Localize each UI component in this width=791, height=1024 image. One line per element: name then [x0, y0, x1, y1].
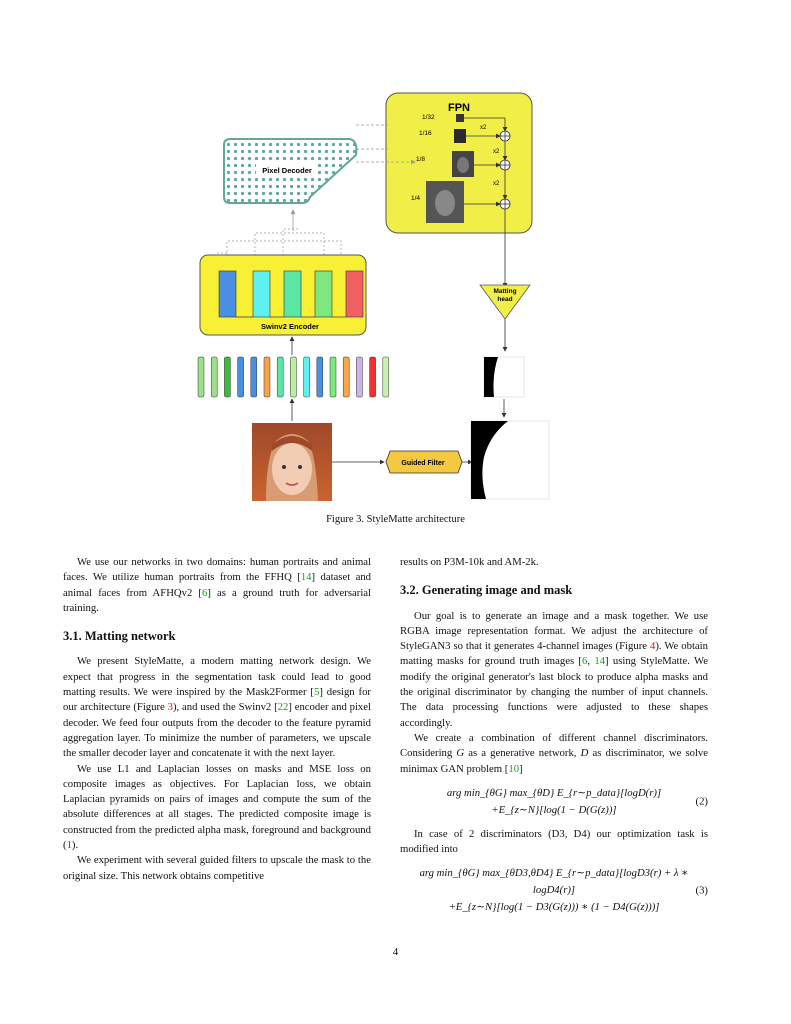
- pixel-decoder-label: Pixel Decoder: [262, 166, 312, 175]
- patch-token: [370, 357, 376, 397]
- low-res-alpha-mask: [484, 357, 524, 397]
- patch-token: [198, 357, 204, 397]
- patch-token: [211, 357, 217, 397]
- fpn-scale-1-32: 1/32: [422, 114, 435, 121]
- fpn-scale-1-16: 1/16: [419, 130, 432, 137]
- page-number: 4: [392, 946, 399, 958]
- fpn-x2-label: x2: [493, 181, 500, 187]
- patch-token: [277, 357, 283, 397]
- equation-3-line-2: +E_{z∼N}[log(1 − D3(G(z))) ∗ (1 − D4(G(z)))]: [448, 901, 660, 914]
- matting-paragraph-1: We present StyleMatte, a modern matting network design. We expect that progress in the segmentation task could lead to good matting results. We were inspired by the Mask2Former [5] design for our architecture (Figure 3), and used the Swinv2 [22] encoder and pixel decoder. We feed four outputs from the decoder to the feature pyramid aggregation layer. To minimize the number of parameters, we upscale the smaller decoder layer and concatenate it with the next layer.: [63, 655, 371, 760]
- patch-token: [290, 357, 296, 397]
- fpn-x2-label: x2: [480, 125, 487, 131]
- high-res-alpha-mask: [471, 421, 549, 499]
- fpn-title: FPN: [448, 102, 470, 114]
- equation-2-line-1: arg min_{θG} max_{θD} E_{r∼p_data}[logD(r)]: [446, 786, 662, 799]
- matting-head-label-1: Matting: [493, 288, 517, 295]
- encoder-stage: [253, 271, 270, 317]
- fpn-scale-1-4: 1/4: [411, 195, 421, 202]
- swinv2-encoder: [200, 255, 366, 335]
- guided-filter-label: Guided Filter: [401, 460, 445, 467]
- encoder-stage: [284, 271, 301, 317]
- pixel-decoder: [224, 139, 356, 203]
- encoder-stage: [219, 271, 236, 317]
- patch-token: [356, 357, 362, 397]
- patch-token: [251, 357, 257, 397]
- generation-paragraph-3: In case of 2 discriminators (D3, D4) our optimization task is modified into: [400, 827, 708, 856]
- equation-2: [400, 785, 708, 819]
- fpn-scale-1-8: 1/8: [416, 156, 426, 163]
- input-portrait: [252, 423, 332, 501]
- generation-paragraph-1: Our goal is to generate an image and a mask together. We use RGBA image representation format. We adjust the architecture of StyleGAN3 so that it generates 4-channel images (Figure 4). We obtain matting masks for ground truth images [6, 14] using StyleMatte. We modify the original generator's last block to produce alpha masks and the original discriminator by changing the number of input channels. The data processing functions were adjusted to these shapes accordingly.: [400, 609, 708, 729]
- patch-token: [330, 357, 336, 397]
- feature-map-1-32: [456, 114, 464, 122]
- patch-token: [343, 357, 349, 397]
- matting-head: [480, 285, 530, 319]
- feature-map-1-16: [454, 129, 466, 143]
- section-heading-3-2: 3.2. Generating image and mask: [400, 583, 573, 598]
- generation-paragraph-2: We create a combination of different channel discriminators. Considering G as a generative network, D as discriminator, we solve minimax GAN problem [10]: [400, 731, 709, 775]
- patch-token: [224, 357, 230, 397]
- patch-token: [238, 357, 244, 397]
- fpn-block: [386, 93, 532, 287]
- patch-tokens: [198, 357, 389, 397]
- matting-head-label-2: head: [497, 296, 513, 303]
- fpn-x2-label: x2: [493, 149, 500, 155]
- patch-token: [264, 357, 270, 397]
- equation-3-line-1: arg min_{θG} max_{θD3,θD4} E_{r∼p_data}[logD3(r) + λ ∗ logD4(r)]: [419, 867, 689, 897]
- intro-paragraph: We use our networks in two domains: human portraits and animal faces. We utilize human portraits from the FFHQ [14] dataset and animal faces from AFHQv2 [6] as a ground truth for adversarial training.: [63, 556, 372, 614]
- section-heading-3-1: 3.1. Matting network: [63, 629, 176, 644]
- patch-token: [317, 357, 323, 397]
- matting-paragraph-3: We experiment with several guided filters to upscale the mask to the original size. This network obtains competitive: [63, 854, 371, 882]
- encoder-stage: [346, 271, 363, 317]
- equation-3: [400, 865, 708, 916]
- guided-filter: [386, 451, 462, 473]
- continued-paragraph: results on P3M-10k and AM-2k.: [400, 556, 539, 568]
- encoder-stage: [315, 271, 332, 317]
- architecture-figure: [190, 85, 600, 505]
- patch-token: [304, 357, 310, 397]
- patch-token: [383, 357, 389, 397]
- right-column: [400, 555, 708, 924]
- equation-3-number: (3): [695, 884, 708, 897]
- equation-2-line-2: +E_{z∼N}[log(1 − D(G(z))]: [491, 803, 617, 816]
- encoder-label: Swinv2 Encoder: [261, 322, 319, 331]
- equation-2-number: (2): [695, 795, 708, 808]
- figure-caption: Figure 3. StyleMatte architecture: [326, 514, 465, 525]
- left-column: [63, 555, 371, 884]
- matting-paragraph-2: We use L1 and Laplacian losses on masks and MSE loss on composite images as objectives. For Laplacian loss, we obtain Laplacian pyramids on pairs of images and compute the sum of the absolute differences at all stages. The predicted composite image is constructed from the predicted alpha mask, foreground and background (1).: [63, 762, 371, 852]
